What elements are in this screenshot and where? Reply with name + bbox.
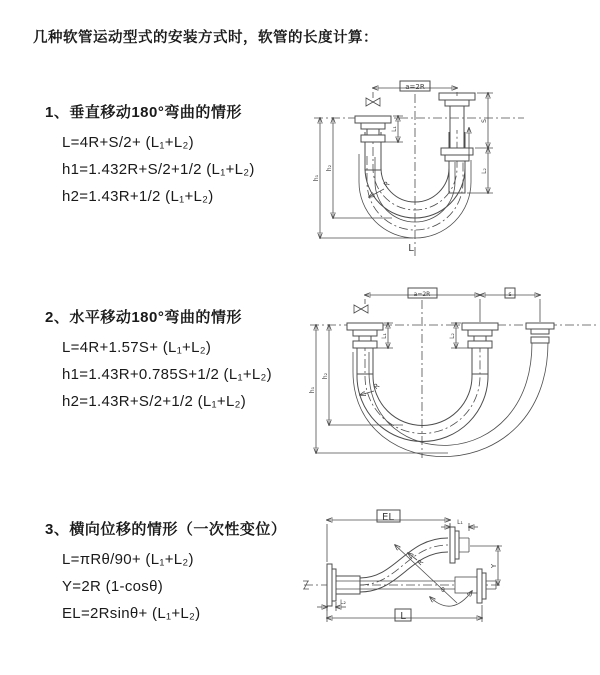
dim-label-h1: h₁ <box>309 386 316 394</box>
dim-label-r: R <box>382 179 392 190</box>
dim-label-l2: L₂ <box>481 168 488 174</box>
section-3-heading: 3、横向位移的情形（一次性变位） <box>45 521 287 538</box>
dim-label-a2r: a=2R <box>413 291 431 298</box>
dim-label-l2: L₂ <box>449 333 456 339</box>
diagram-horizontal-180-bend <box>308 282 600 464</box>
valve-icon <box>354 305 368 313</box>
formula-y: Y=2R (1-cosθ) <box>62 578 164 595</box>
dim-label-l: L <box>400 611 406 622</box>
pipe-coupling <box>455 577 477 593</box>
dim-label-s: S <box>481 119 488 123</box>
formula-h1: h1=1.432R+S/2+1/2 (L₁+L₂) <box>62 161 255 178</box>
flange-left <box>355 116 391 142</box>
dim-ext-top <box>365 299 540 322</box>
formula-el: EL=2Rsinθ+ (L₁+L₂) <box>62 605 201 622</box>
angle-diagonal-line <box>395 545 457 603</box>
hose-1-inner-wall <box>373 344 472 426</box>
dim-label-el: EL <box>382 512 394 523</box>
dim-label-s: s <box>508 291 512 298</box>
hose-1-centerline <box>365 342 480 433</box>
section-1 <box>45 101 255 210</box>
diagram-lateral-displacement <box>300 500 600 642</box>
flange-lower-right <box>477 569 486 603</box>
flange-right-lower <box>441 148 473 161</box>
dim-label-r: R <box>372 381 382 392</box>
formula-l: L=4R+1.57S+ (L₁+L₂) <box>62 339 212 356</box>
flange-right <box>526 323 554 343</box>
page-title: 几种软管运动型式的安装方式时，软管的长度计算： <box>33 30 378 46</box>
formula-h2: h2=1.43R+1/2 (L₁+L₂) <box>62 188 214 205</box>
hose-2-outer-wall <box>353 342 548 457</box>
dim-label-l1: L₁ <box>381 333 388 339</box>
diagram-vertical-180-bend <box>312 72 597 264</box>
pipe-stub-top <box>459 538 469 552</box>
flange-top-right <box>450 527 459 563</box>
dim-label-a2r: a=2R <box>405 83 425 91</box>
flange-middle <box>462 323 498 348</box>
angle-label-theta: θ <box>441 587 445 594</box>
hose-lower-wall <box>360 552 448 592</box>
formula-h1: h1=1.43R+0.785S+1/2 (L₁+L₂) <box>62 366 272 383</box>
dim-label-h2: h₂ <box>322 372 329 380</box>
flange-left <box>347 323 383 348</box>
formula-l: L=πRθ/90+ (L₁+L₂) <box>62 551 194 568</box>
dim-label-y: Y <box>490 563 498 569</box>
formula-l: L=4R+S/2+ (L₁+L₂) <box>62 134 194 151</box>
section-2 <box>45 306 272 415</box>
dim-label-l1: L₁ <box>457 519 463 526</box>
section-2-heading: 2、水平移动180°弯曲的情形 <box>45 309 242 326</box>
dim-label-l2: L₂ <box>340 599 346 606</box>
dim-label-h2: h₂ <box>326 164 333 172</box>
right-pipe-walls <box>450 106 464 148</box>
dim-label-r: R <box>416 558 426 568</box>
dim-label-l: L <box>408 243 414 254</box>
dim-label-l1: L₁ <box>391 126 398 132</box>
hose-2-inner-wall <box>369 342 532 445</box>
section-1-heading: 1、垂直移动180°弯曲的情形 <box>45 104 242 121</box>
hose-centerline <box>360 545 448 585</box>
hose-1-outer-wall <box>357 344 488 442</box>
dim-ext-el <box>327 524 450 562</box>
formula-h2: h2=1.43R+S/2+1/2 (L₁+L₂) <box>62 393 247 410</box>
dim-label-h1: h₁ <box>313 174 320 182</box>
section-3 <box>45 518 286 627</box>
valve-icon <box>366 98 380 106</box>
